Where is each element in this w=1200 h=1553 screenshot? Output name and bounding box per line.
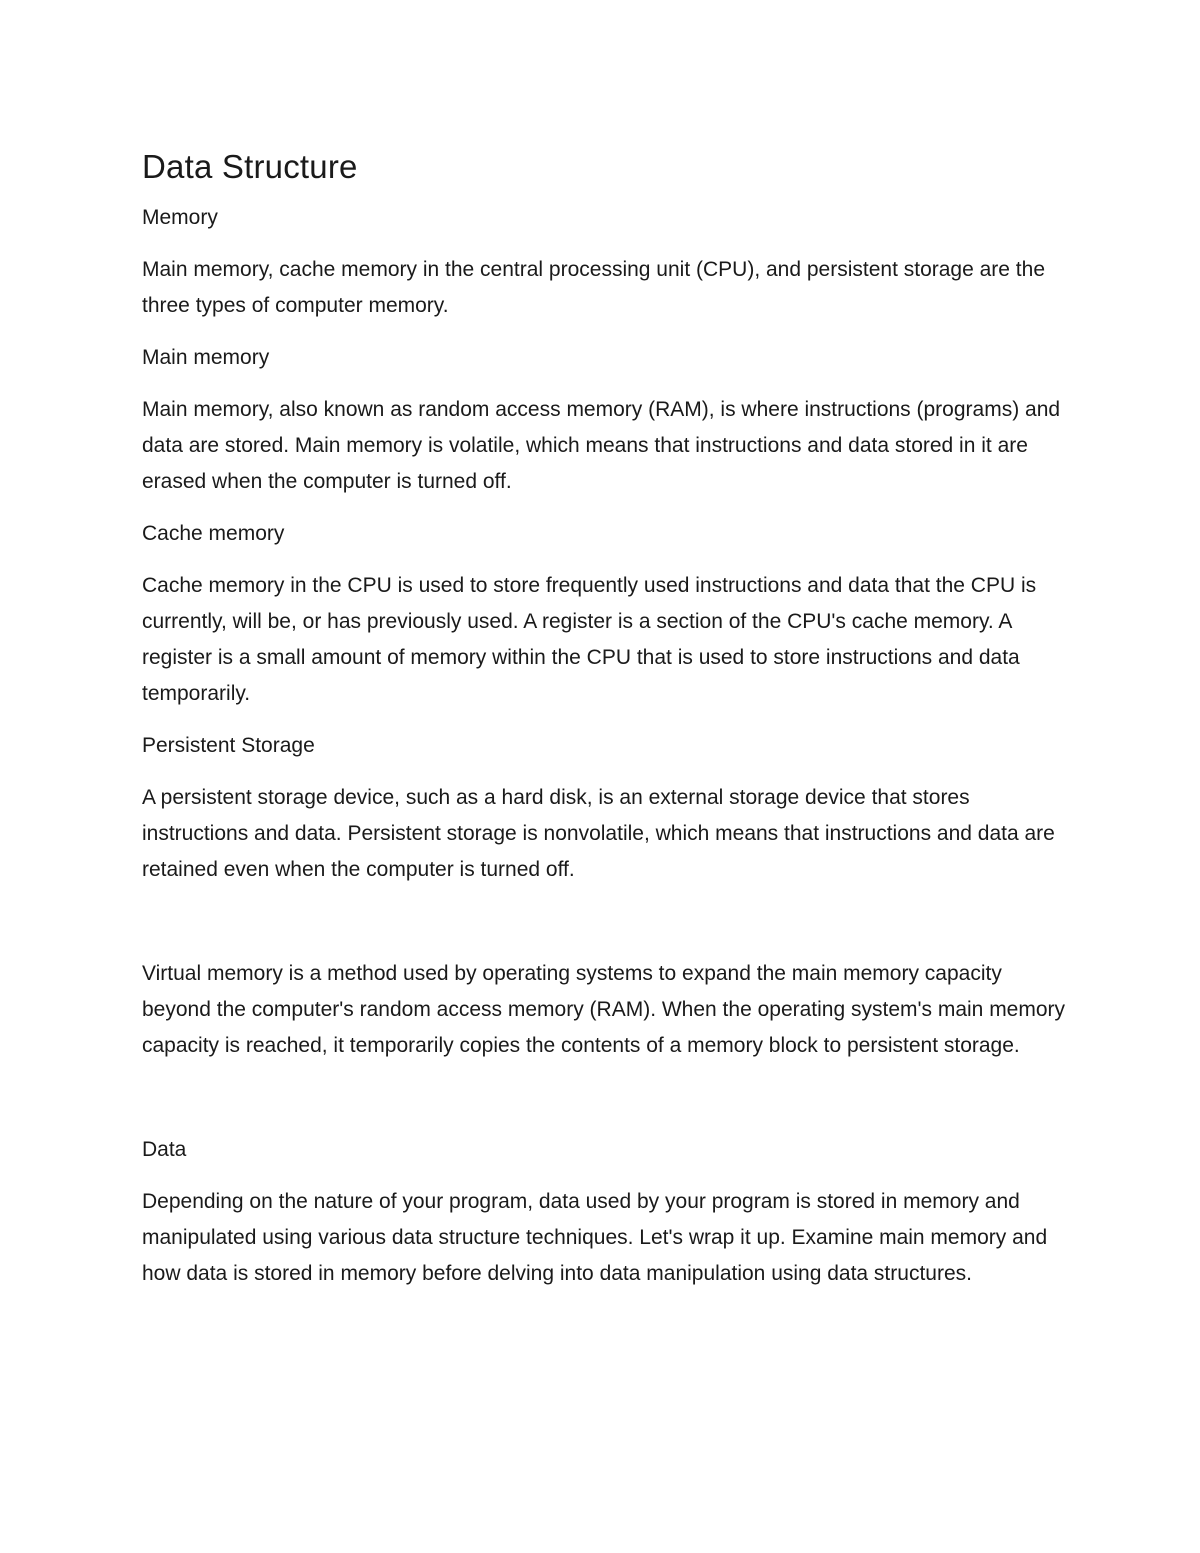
- section-heading: Data: [142, 1138, 187, 1161]
- document-title: Data Structure: [142, 148, 358, 185]
- section-paragraph: Depending on the nature of your program, data used by your program is stored in memory and manipulated using various data structure techniques. Let's wrap it up. Examine main memory and how data is stored in memory before delving into data manipulation using data structures.: [142, 1190, 1048, 1285]
- section-heading: Memory: [142, 206, 218, 229]
- blank-line: [142, 904, 1072, 956]
- section-heading: Persistent Storage: [142, 734, 315, 757]
- section-heading: Cache memory: [142, 522, 285, 545]
- virtual-memory-paragraph: Virtual memory is a method used by operating systems to expand the main memory capacity beyond the computer's random access memory (RAM). When the operating system's main memory capacity is reached, it temporarily copies the contents of a memory block to persistent storage.: [142, 962, 1066, 1057]
- blank-line: [142, 1080, 1072, 1132]
- section-paragraph: Main memory, also known as random access memory (RAM), is where instructions (programs) and data are stored. Main memory is volatile, which means that instructions and data stored in it are erased when the computer is turned off.: [142, 398, 1061, 493]
- section-main-memory: [142, 340, 1072, 500]
- section-data: [142, 1132, 1072, 1292]
- document-page: [142, 140, 1072, 1308]
- section-paragraph: Cache memory in the CPU is used to store frequently used instructions and data that the CPU is currently, will be, or has previously used. A register is a section of the CPU's cache memory. A register is a small amount of memory within the CPU that is used to store instructions and data temporarily.: [142, 574, 1037, 705]
- section-paragraph: A persistent storage device, such as a hard disk, is an external storage device that stores instructions and data. Persistent storage is nonvolatile, which means that instructions and data are retained even when the computer is turned off.: [142, 786, 1055, 881]
- section-persistent-storage: [142, 728, 1072, 888]
- section-memory: [142, 200, 1072, 324]
- section-heading: Main memory: [142, 346, 270, 369]
- section-paragraph: Main memory, cache memory in the central processing unit (CPU), and persistent storage are the three types of computer memory.: [142, 258, 1045, 317]
- section-cache-memory: [142, 516, 1072, 712]
